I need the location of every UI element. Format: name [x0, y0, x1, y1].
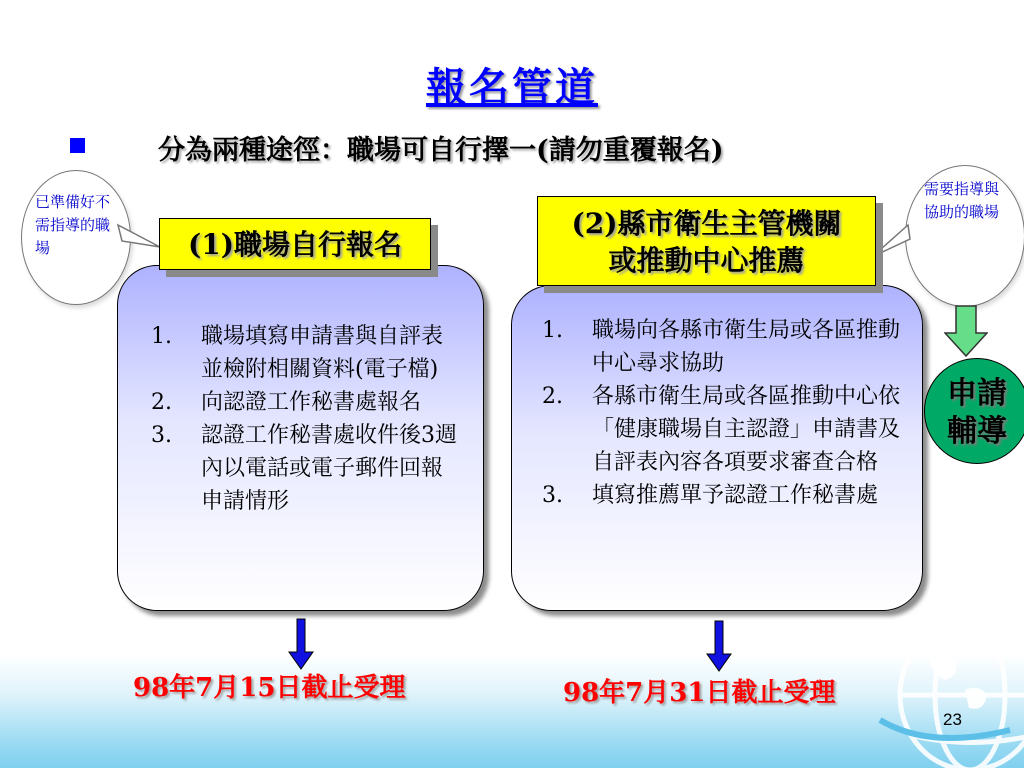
list-item: 1. 職場填寫申請書與自評表並檢附相關資料(電子檔) — [151, 324, 444, 382]
slide-subtitle: 分為兩種途徑：職場可自行擇一(請勿重覆報名) — [158, 135, 724, 166]
list-item: 2. 各縣市衛生局或各區推動中心依「健康職場自主認證」申請書及自評表內容各項要求審查合格 — [542, 384, 901, 475]
list-item: 3. 填寫推薦單予認證工作秘書處 — [542, 483, 879, 508]
bullet-square-icon — [70, 138, 85, 153]
self-registration-steps — [151, 320, 459, 518]
recommendation-steps — [542, 314, 910, 512]
recommendation-deadline: 98年7月31日截止受理 — [563, 678, 836, 708]
self-registration-label: (1)職場自行報名 — [159, 218, 431, 270]
recommendation-label — [537, 196, 876, 286]
page-number: 23 — [943, 710, 962, 729]
self-registration-deadline: 98年7月15日截止受理 — [133, 673, 406, 703]
apply-guidance-line1: 申請 — [947, 376, 1007, 411]
recommendation-label-line2: 或推動中心推薦 — [608, 244, 805, 277]
list-item: 3. 認證工作秘書處收件後3週內以電話或電子郵件回報申請情形 — [151, 423, 457, 514]
guidance-needed-bubble — [905, 165, 1024, 307]
list-item: 1. 職場向各縣市衛生局或各區推動中心尋求協助 — [542, 318, 901, 376]
apply-guidance-circle — [924, 358, 1024, 464]
green-down-arrow-icon — [944, 305, 988, 357]
recommendation-panel — [511, 285, 923, 611]
bubble-tail-left-icon — [118, 225, 163, 255]
globe-watermark-icon — [870, 600, 1024, 768]
bubble-tail-right-icon — [872, 225, 912, 265]
slide-title: 報名管道 — [426, 64, 598, 111]
self-registration-panel — [117, 265, 484, 611]
guidance-needed-bubble-text: 需要指導與協助的職場 — [924, 180, 1000, 221]
list-item: 2. 向認證工作秘書處報名 — [151, 390, 422, 415]
blue-down-arrow-left-icon — [288, 618, 314, 670]
recommendation-label-line1: (2)縣市衛生主管機關 — [571, 207, 842, 240]
apply-guidance-line2: 輔導 — [947, 414, 1007, 449]
blue-down-arrow-right-icon — [706, 620, 732, 672]
ready-workplace-bubble — [21, 170, 131, 305]
ready-workplace-bubble-text: 已準備好不需指導的職場 — [35, 193, 111, 257]
